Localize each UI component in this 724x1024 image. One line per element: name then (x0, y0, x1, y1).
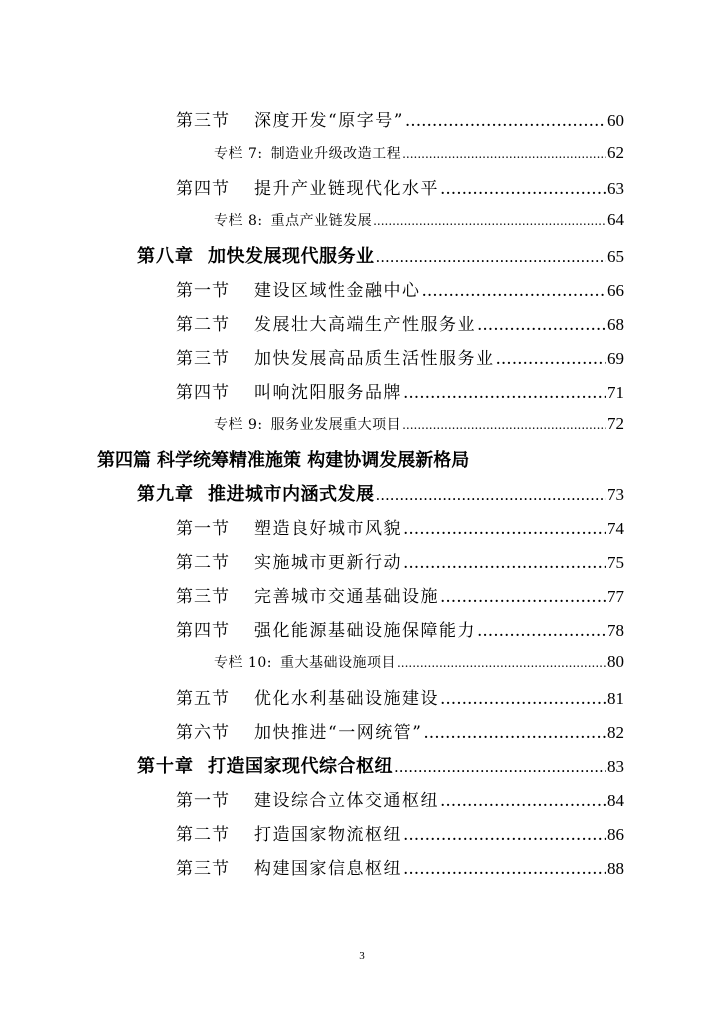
toc-entry[interactable] (176, 786, 624, 811)
toc-entry-page: 66 (607, 281, 624, 300)
toc-column-entry[interactable] (214, 414, 624, 434)
toc-entry-page: 69 (607, 349, 624, 368)
toc-entry[interactable] (176, 378, 624, 403)
dot-leader (402, 147, 606, 161)
toc-chapter-entry[interactable] (137, 242, 624, 268)
toc-entry-title: 推进城市内涵式发展 (208, 484, 375, 505)
toc-entry-title: 打造国家物流枢纽 (254, 825, 402, 845)
toc-entry-title: 制造业升级改造工程 (270, 146, 402, 162)
toc-entry-page: 62 (607, 143, 624, 162)
toc-part-heading[interactable] (97, 446, 469, 472)
toc-entry-title: 打造国家现代综合枢纽 (208, 756, 393, 777)
toc-entry-label: 第三节 (176, 859, 230, 879)
toc-entry-label: 专栏 10: (214, 655, 272, 671)
toc-entry[interactable] (176, 276, 624, 301)
toc-entry-label: 第一节 (176, 519, 230, 539)
toc-entry-page: 80 (607, 652, 624, 671)
dot-leader (376, 248, 607, 266)
dot-leader (477, 315, 606, 335)
toc-entry-title: 加快推进“一网统管” (254, 723, 423, 743)
toc-entry-title: 加快发展现代服务业 (208, 246, 375, 267)
toc-column-entry[interactable] (214, 652, 624, 672)
toc-entry-page: 75 (607, 553, 624, 572)
dot-leader (402, 418, 606, 432)
toc-entry-page: 83 (607, 757, 624, 776)
toc-entry-page: 60 (607, 111, 624, 130)
toc-entry[interactable] (176, 514, 624, 539)
toc-entry-title: 塑造良好城市风貌 (254, 519, 402, 539)
dot-leader (376, 486, 607, 504)
toc-entry-title: 构建国家信息枢纽 (254, 859, 402, 879)
toc-entry-title: 优化水利基础设施建设 (254, 689, 439, 709)
toc-column-entry[interactable] (214, 210, 624, 230)
toc-column-entry[interactable] (214, 143, 624, 163)
toc-entry-label: 第二节 (176, 315, 230, 335)
toc-entry[interactable] (176, 548, 624, 573)
toc-entry[interactable] (176, 820, 624, 845)
toc-entry-page: 86 (607, 825, 624, 844)
toc-entry-page: 71 (607, 383, 624, 402)
toc-entry-page: 81 (607, 689, 624, 708)
toc-part-title: 科学统筹精准施策 构建协调发展新格局 (157, 450, 470, 471)
toc-entry-page: 88 (607, 859, 624, 878)
dot-leader (405, 111, 606, 131)
toc-entry-page: 64 (607, 210, 624, 229)
dot-leader (394, 758, 606, 776)
toc-entry-label: 专栏 8: (214, 213, 263, 229)
dot-leader (397, 656, 606, 670)
toc-entry-page: 82 (607, 723, 624, 742)
dot-leader (496, 349, 607, 369)
toc-entry-label: 第十章 (137, 756, 194, 777)
toc-entry-page: 77 (607, 587, 624, 606)
toc-entry-title: 叫响沈阳服务品牌 (254, 383, 402, 403)
toc-entry[interactable] (176, 854, 624, 879)
dot-leader (440, 689, 606, 709)
dot-leader (403, 859, 606, 879)
page-number: 3 (359, 950, 365, 962)
toc-entry-label: 专栏 9: (214, 417, 263, 433)
toc-entry-title: 加快发展高品质生活性服务业 (254, 349, 495, 369)
toc-entry-title: 服务业发展重大项目 (270, 417, 402, 433)
toc-entry-page: 65 (607, 247, 624, 266)
dot-leader (423, 723, 606, 743)
toc-entry-label: 第四节 (176, 621, 230, 641)
toc-entry-title: 强化能源基础设施保障能力 (254, 621, 476, 641)
toc-entry-page: 63 (607, 179, 624, 198)
toc-entry-title: 重大基础设施项目 (279, 655, 396, 671)
toc-chapter-entry[interactable] (137, 752, 624, 778)
toc-entry-label: 第一节 (176, 281, 230, 301)
toc-entry-title: 建设综合立体交通枢纽 (254, 791, 439, 811)
toc-entry-label: 第六节 (176, 723, 230, 743)
toc-entry-label: 第二节 (176, 825, 230, 845)
toc-entry-page: 78 (607, 621, 624, 640)
dot-leader (422, 281, 607, 301)
toc-entry-page: 72 (607, 414, 624, 433)
toc-entry-title: 建设区域性金融中心 (254, 281, 421, 301)
toc-entry-title: 实施城市更新行动 (254, 553, 402, 573)
toc-entry-label: 专栏 7: (214, 146, 263, 162)
toc-entry[interactable] (176, 344, 624, 369)
toc-entry[interactable] (176, 106, 624, 131)
toc-entry[interactable] (176, 174, 624, 199)
dot-leader (403, 553, 606, 573)
toc-entry-label: 第八章 (137, 246, 194, 267)
dot-leader (403, 825, 606, 845)
toc-entry[interactable] (176, 616, 624, 641)
dot-leader (403, 519, 606, 539)
toc-entry-label: 第九章 (137, 484, 194, 505)
toc-entry[interactable] (176, 684, 624, 709)
toc-entry-label: 第五节 (176, 689, 230, 709)
toc-entry-title: 发展壮大高端生产性服务业 (254, 315, 476, 335)
dot-leader (440, 179, 606, 199)
toc-entry-label: 第四节 (176, 383, 230, 403)
toc-entry[interactable] (176, 582, 624, 607)
toc-entry-page: 74 (607, 519, 624, 538)
toc-entry-page: 73 (607, 485, 624, 504)
toc-entry[interactable] (176, 310, 624, 335)
dot-leader (440, 791, 606, 811)
toc-entry-title: 提升产业链现代化水平 (254, 179, 439, 199)
toc-entry[interactable] (176, 718, 624, 743)
toc-entry-title: 深度开发“原字号” (254, 111, 404, 131)
toc-entry-label: 第四节 (176, 179, 230, 199)
toc-entry-label: 第三节 (176, 587, 230, 607)
dot-leader (477, 621, 606, 641)
dot-leader (403, 383, 606, 403)
toc-entry-title: 完善城市交通基础设施 (254, 587, 439, 607)
dot-leader (373, 214, 606, 228)
toc-entry-title: 重点产业链发展 (270, 213, 373, 229)
toc-part-label: 第四篇 (97, 450, 151, 471)
toc-entry-page: 84 (607, 791, 624, 810)
toc-chapter-entry[interactable] (137, 480, 624, 506)
toc-entry-label: 第一节 (176, 791, 230, 811)
toc-entry-label: 第三节 (176, 349, 230, 369)
toc-entry-page: 68 (607, 315, 624, 334)
toc-entry-label: 第二节 (176, 553, 230, 573)
dot-leader (440, 587, 606, 607)
toc-entry-label: 第三节 (176, 111, 230, 131)
